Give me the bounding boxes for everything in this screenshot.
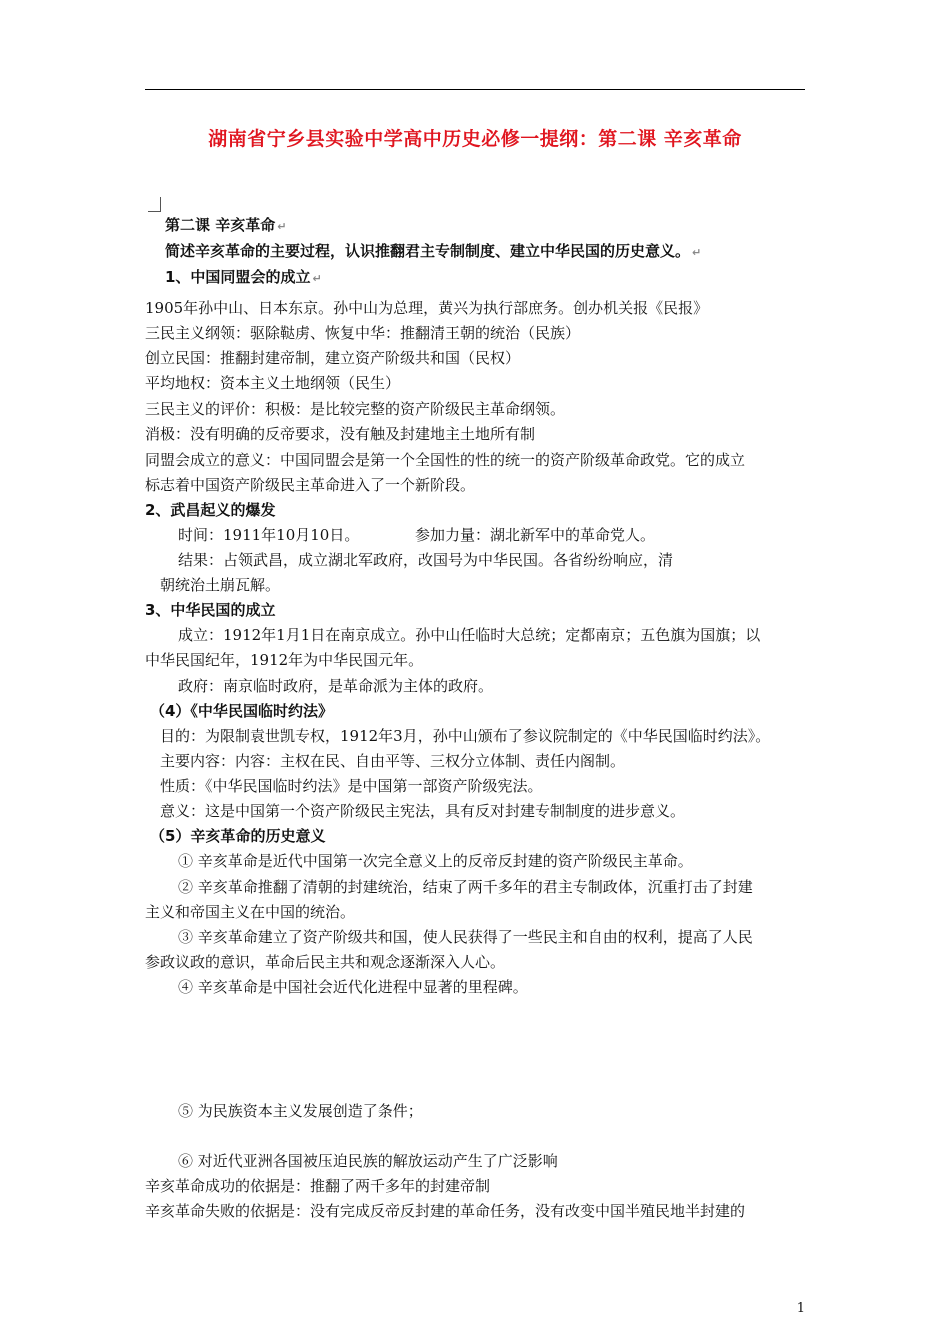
- uprising-result: 结果：占领武昌，成立湖北军政府，改国号为中华民国。各省纷纷响应，清: [178, 551, 674, 569]
- section2-heading: 2、武昌起义的爆发: [145, 501, 276, 519]
- significance-item: ⑤ 为民族资本主义发展创造了条件；: [178, 1102, 423, 1120]
- failure-basis: 辛亥革命失败的依据是：没有完成反帝反封建的革命任务，没有改变中国半殖民地半封建的: [145, 1202, 746, 1220]
- section4-line: 主要内容：内容：主权在民、自由平等、三权分立体制、责任内阁制。: [160, 752, 626, 770]
- page-number: 1: [796, 1301, 805, 1316]
- significance-item: ④ 辛亥革命是中国社会近代化进程中显著的里程碑。: [178, 978, 528, 996]
- return-mark-icon: ↵: [692, 246, 702, 259]
- lesson-heading: 第二课 辛亥革命 ↵: [165, 216, 287, 234]
- section4-line: 意义：这是中国第一个资产阶级民主宪法，具有反对封建专制制度的进步意义。: [160, 802, 686, 820]
- return-mark-icon: ↵: [312, 272, 322, 285]
- header-rule: [145, 89, 805, 90]
- significance-item: ① 辛亥革命是近代中国第一次完全意义上的反帝反封建的资产阶级民主革命。: [178, 852, 693, 870]
- section5-heading: （5）辛亥革命的历史意义: [150, 827, 326, 845]
- significance-item: ③ 辛亥革命建立了资产阶级共和国，使人民获得了一些民主和自由的权利，提高了人民: [178, 928, 753, 946]
- paragraph-corner-mark: [148, 197, 161, 212]
- uprising-result-continued: 朝统治土崩瓦解。: [160, 576, 281, 594]
- uprising-forces: 参加力量：湖北新军中的革命党人。: [415, 526, 656, 544]
- significance-item-continued: 主义和帝国主义在中国的统治。: [145, 903, 356, 921]
- significance-item: ⑥ 对近代亚洲各国被压迫民族的解放运动产生了广泛影响: [178, 1152, 558, 1170]
- section1-line: 1905年孙中山、日本东京。孙中山为总理，黄兴为执行部庶务。创办机关报《民报》: [145, 299, 709, 317]
- section3-line: 成立：1912年1月1日在南京成立。孙中山任临时大总统；定都南京；五色旗为国旗；以: [178, 626, 761, 644]
- section1-line: 创立民国：推翻封建帝制，建立资产阶级共和国（民权）: [145, 349, 521, 367]
- significance-item-continued: 参政议政的意识，革命后民主共和观念逐渐深入人心。: [145, 953, 506, 971]
- section1-line: 三民主义纲领：驱除鞑虏、恢复中华：推翻清王朝的统治（民族）: [145, 324, 581, 342]
- section1-line: 消极：没有明确的反帝要求，没有触及封建地主土地所有制: [145, 425, 536, 443]
- lesson-requirement: 简述辛亥革命的主要过程，认识推翻君主专制制度、建立中华民国的历史意义。 ↵: [165, 242, 702, 260]
- section1-line: 同盟会成立的意义：中国同盟会是第一个全国性的性的统一的资产阶级革命政党。它的成立: [145, 451, 746, 469]
- section1-line: 平均地权：资本主义土地纲领（民生）: [145, 374, 401, 392]
- section1-line: 三民主义的评价：积极：是比较完整的资产阶级民主革命纲领。: [145, 400, 566, 418]
- significance-item: ② 辛亥革命推翻了清朝的封建统治，结束了两千多年的君主专制政体，沉重打击了封建: [178, 878, 753, 896]
- section4-heading: （4）《中华民国临时约法》: [150, 702, 333, 720]
- section3-heading: 3、中华民国的成立: [145, 601, 276, 619]
- uprising-time: 时间：1911年10月10日。: [178, 526, 360, 544]
- success-basis: 辛亥革命成功的依据是：推翻了两千多年的封建帝制: [145, 1177, 491, 1195]
- document-title: 湖南省宁乡县实验中学高中历史必修一提纲：第二课 辛亥革命: [208, 128, 742, 150]
- section1-line: 标志着中国资产阶级民主革命进入了一个新阶段。: [145, 476, 476, 494]
- section4-line: 目的：为限制袁世凯专权，1912年3月，孙中山颁布了参议院制定的《中华民国临时约法》。: [160, 727, 771, 745]
- return-mark-icon: ↵: [277, 220, 287, 233]
- section4-line: 性质：《中华民国临时约法》是中国第一部资产阶级宪法。: [160, 777, 543, 795]
- section3-line: 政府：南京临时政府，是革命派为主体的政府。: [178, 677, 494, 695]
- section1-heading: 1、中国同盟会的成立 ↵: [165, 268, 322, 286]
- section3-line: 中华民国纪年，1912年为中华民国元年。: [145, 651, 424, 669]
